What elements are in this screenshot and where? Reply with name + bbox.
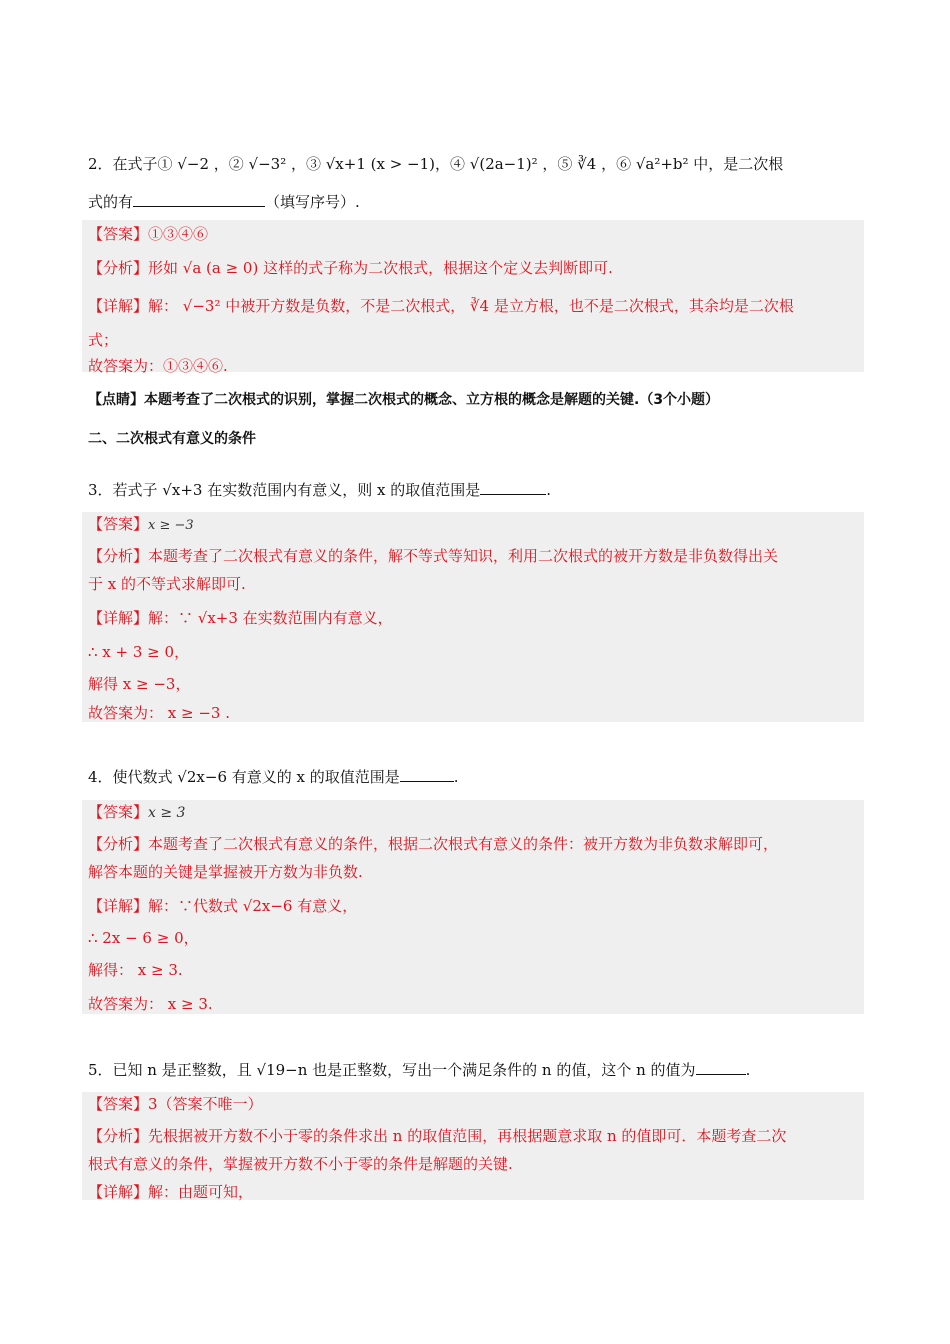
q2-answer-blank <box>133 192 265 207</box>
q4-detail-line3: 解得： x ≥ 3. <box>88 961 183 979</box>
q3-analysis-line2: 于 x 的不等式求解即可. <box>88 575 246 593</box>
q4-question <box>88 767 459 787</box>
q2-detail-line1: 【详解】解： √−3² 中被开方数是负数，不是二次根式， ∛4 是立方根，也不是二次根式，其余均是二次根 <box>88 297 794 315</box>
q2-detail-line2: 式； <box>88 331 119 349</box>
q3-detail-line2: ∴ x + 3 ≥ 0， <box>88 643 190 661</box>
q3-answer <box>88 514 194 536</box>
q3-detail-line3: 解得 x ≥ −3， <box>88 675 191 693</box>
q5-prefix: 5．已知 n 是正整数，且 √19−n 也是正整数，写出一个满足条件的 n 的值，这个 n 的值为 <box>88 1061 696 1079</box>
q5-answer-blank <box>696 1060 746 1075</box>
q3-answer-blank <box>480 480 546 495</box>
q2-final-answer: 故答案为：①③④⑥. <box>88 357 228 375</box>
q4-analysis-line2: 解答本题的关键是掌握被开方数为非负数. <box>88 863 363 881</box>
q2-line2-suffix: （填写序号）. <box>265 193 360 211</box>
q4-answer-label: 【答案】 <box>88 803 149 821</box>
q3-question <box>88 480 551 500</box>
q2-analysis: 【分析】形如 √a (a ≥ 0) 这样的式子称为二次根式，根据这个定义去判断即可. <box>88 259 613 277</box>
q4-answer-math: x ≥ 3 <box>148 805 186 821</box>
q4-answer <box>88 802 185 823</box>
q2-line1: 2．在式子① √−2 ，② √−3² ，③ √x+1 (x > −1)，④ √(2a−1)² ，⑤ ∛4 ，⑥ √a²+b² 中，是二次根 <box>88 155 784 173</box>
q3-detail-line1: 【详解】解：∵ √x+3 在实数范围内有意义， <box>88 609 393 627</box>
q3-answer-math: x ≥ −3 <box>148 518 194 533</box>
q4-detail-line2: ∴ 2x − 6 ≥ 0， <box>88 929 199 947</box>
q3-suffix: . <box>546 481 551 499</box>
q3-answer-label: 【答案】 <box>88 515 149 533</box>
q5-answer: 【答案】3（答案不唯一） <box>88 1095 263 1113</box>
q4-detail-line1: 【详解】解：∵代数式 √2x−6 有意义， <box>88 897 358 915</box>
q5-analysis-line2: 根式有意义的条件，掌握被开方数不小于零的条件是解题的关键. <box>88 1155 513 1173</box>
q5-analysis-line1: 【分析】先根据被开方数不小于零的条件求出 n 的取值范围，再根据题意求取 n 的值即可．本题考查二次 <box>88 1127 787 1145</box>
section-heading: 二、二次根式有意义的条件 <box>88 431 256 447</box>
q5-detail-line1: 【详解】解：由题可知， <box>88 1183 254 1201</box>
q4-final-answer: 故答案为： x ≥ 3. <box>88 995 213 1013</box>
q3-final-answer: 故答案为： x ≥ −3 . <box>88 704 230 722</box>
q3-prefix: 3．若式子 √x+3 在实数范围内有意义，则 x 的取值范围是 <box>88 481 481 499</box>
q4-prefix: 4．使代数式 √2x−6 有意义的 x 的取值范围是 <box>88 768 400 786</box>
q2-note: 【点睛】本题考查了二次根式的识别，掌握二次根式的概念、立方根的概念是解题的关键.（3个小题） <box>88 392 720 408</box>
q2-line2-prefix: 式的有 <box>88 193 134 211</box>
q2-answer: 【答案】①③④⑥ <box>88 225 209 243</box>
q5-question <box>88 1060 750 1080</box>
q4-suffix: . <box>453 768 459 786</box>
q2-line2 <box>88 192 360 212</box>
q3-analysis-line1: 【分析】本题考查了二次根式有意义的条件，解不等式等知识，利用二次根式的被开方数是非负数得出关 <box>88 547 779 565</box>
q5-suffix: . <box>745 1061 751 1079</box>
q4-answer-blank <box>400 767 454 782</box>
q4-analysis-line1: 【分析】本题考查了二次根式有意义的条件，根据二次根式有意义的条件：被开方数为非负数求解即可， <box>88 835 779 853</box>
